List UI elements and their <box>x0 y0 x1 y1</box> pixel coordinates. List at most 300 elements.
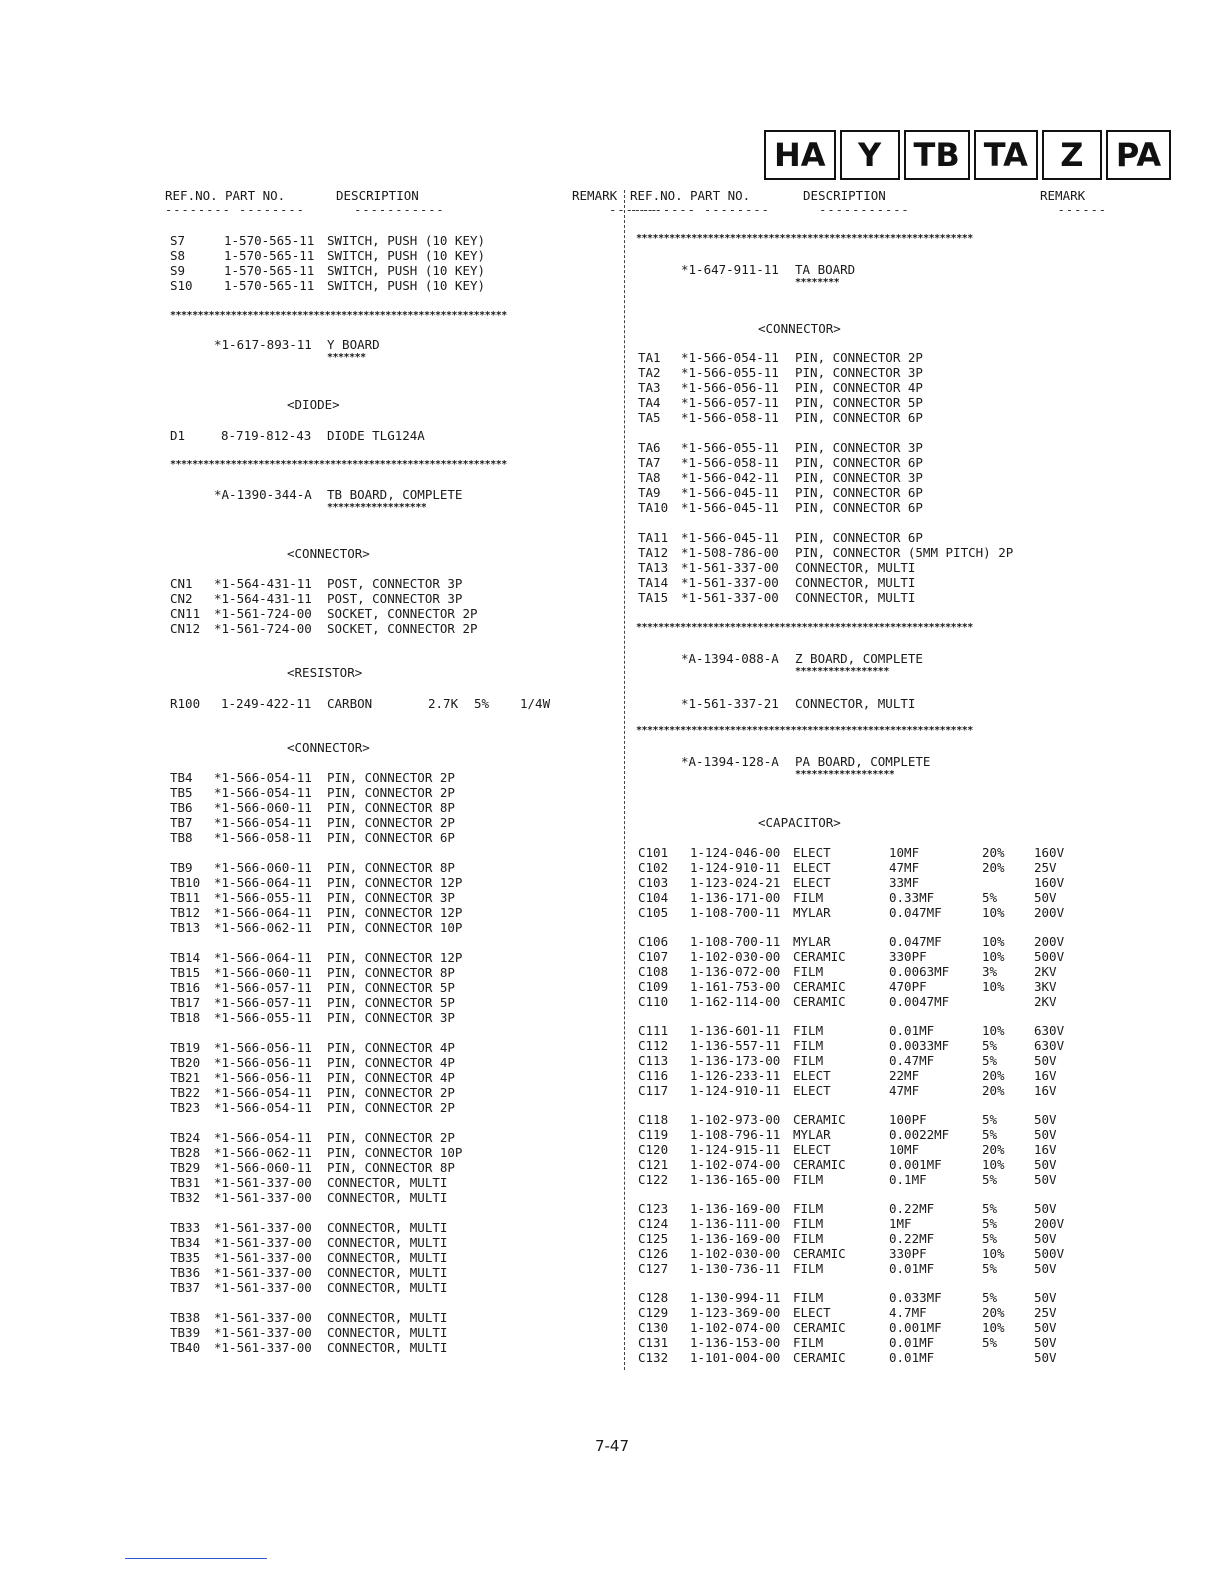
part-no: *1-566-054-11 <box>214 785 312 800</box>
part-no: *1-566-055-11 <box>681 440 779 455</box>
cap-type: FILM <box>793 964 824 979</box>
cap-voltage: 50V <box>1034 1112 1057 1127</box>
footer-rule <box>125 1558 267 1559</box>
ref-no: TA4 <box>638 395 661 410</box>
header-rule-right: -------- -------- ----------- ------ <box>630 203 1108 217</box>
ref-no: CN2 <box>170 591 193 606</box>
part-no: 1-102-973-00 <box>690 1112 781 1127</box>
cap-voltage: 50V <box>1034 1261 1057 1276</box>
diode-desc: DIODE TLG124A <box>327 428 425 443</box>
ref-no: TB19 <box>170 1040 201 1055</box>
cap-voltage: 200V <box>1034 934 1065 949</box>
cap-value: 10MF <box>889 845 920 860</box>
ta-board-part: *1-647-911-11 <box>681 262 779 277</box>
cap-tolerance: 20% <box>982 860 1005 875</box>
cap-tolerance: 5% <box>982 1335 998 1350</box>
connector-heading: <CONNECTOR> <box>287 740 370 755</box>
ref-no: TB32 <box>170 1190 201 1205</box>
cap-tolerance: 5% <box>982 1053 998 1068</box>
ref-no: TB29 <box>170 1160 201 1175</box>
cap-type: MYLAR <box>793 1127 831 1142</box>
cap-tolerance: 10% <box>982 905 1005 920</box>
cap-type: ELECT <box>793 875 831 890</box>
part-no: 1-162-114-00 <box>690 994 781 1009</box>
part-no: 1-136-601-11 <box>690 1023 781 1038</box>
ref-no: C106 <box>638 934 669 949</box>
cap-value: 0.47MF <box>889 1053 935 1068</box>
board-tab-y: Y <box>840 130 900 180</box>
cap-value: 0.0033MF <box>889 1038 950 1053</box>
column-divider <box>624 190 625 1370</box>
cap-value: 0.0022MF <box>889 1127 950 1142</box>
part-no: 1-124-915-11 <box>690 1142 781 1157</box>
cap-tolerance: 20% <box>982 845 1005 860</box>
ref-no: C116 <box>638 1068 669 1083</box>
cap-voltage: 3KV <box>1034 979 1057 994</box>
cap-value: 0.1MF <box>889 1172 927 1187</box>
col-header-desc-right: DESCRIPTION <box>803 188 886 203</box>
cap-voltage: 25V <box>1034 860 1057 875</box>
ref-no: C110 <box>638 994 669 1009</box>
description: PIN, CONNECTOR 2P <box>327 815 455 830</box>
part-no: 1-108-700-11 <box>690 934 781 949</box>
pa-board-title: PA BOARD, COMPLETE <box>795 754 931 769</box>
description: PIN, CONNECTOR 8P <box>327 1160 455 1175</box>
description: PIN, CONNECTOR 2P <box>327 785 455 800</box>
tb-board-title: TB BOARD, COMPLETE <box>327 487 463 502</box>
part-no: 1-136-153-00 <box>690 1335 781 1350</box>
ref-no: TB8 <box>170 830 193 845</box>
cap-voltage: 500V <box>1034 949 1065 964</box>
board-tab-z: Z <box>1042 130 1102 180</box>
part-no: 1-102-030-00 <box>690 949 781 964</box>
pa-board-underline: ****************** <box>795 769 895 780</box>
col-header-part-left: PART NO. <box>225 188 286 203</box>
diode-ref: D1 <box>170 428 186 443</box>
cap-voltage: 50V <box>1034 890 1057 905</box>
cap-voltage: 50V <box>1034 1335 1057 1350</box>
description: SWITCH, PUSH (10 KEY) <box>327 278 486 293</box>
part-no: *1-566-060-11 <box>214 860 312 875</box>
ta-board-underline: ******** <box>795 277 840 288</box>
ref-no: TB37 <box>170 1280 201 1295</box>
cap-voltage: 50V <box>1034 1320 1057 1335</box>
cap-tolerance: 5% <box>982 1127 998 1142</box>
ref-no: TB28 <box>170 1145 201 1160</box>
cap-type: FILM <box>793 1216 824 1231</box>
part-no: *1-566-058-11 <box>681 410 779 425</box>
ref-no: C127 <box>638 1261 669 1276</box>
board-tabs <box>764 130 1171 180</box>
description: CONNECTOR, MULTI <box>327 1190 448 1205</box>
y-board-title: Y BOARD <box>327 337 380 352</box>
ref-no: C129 <box>638 1305 669 1320</box>
board-tab-ta: TA <box>974 130 1038 180</box>
cap-type: MYLAR <box>793 934 831 949</box>
ref-no: TB34 <box>170 1235 201 1250</box>
description: CONNECTOR, MULTI <box>327 1340 448 1355</box>
cap-voltage: 200V <box>1034 905 1065 920</box>
cap-voltage: 16V <box>1034 1083 1057 1098</box>
cap-tolerance: 5% <box>982 1290 998 1305</box>
part-no: *1-561-337-00 <box>214 1175 312 1190</box>
cap-type: ELECT <box>793 1142 831 1157</box>
cap-voltage: 2KV <box>1034 964 1057 979</box>
part-no: *1-566-042-11 <box>681 470 779 485</box>
pa-board-part: *A-1394-128-A <box>681 754 779 769</box>
part-no: 1-101-004-00 <box>690 1350 781 1365</box>
ref-no: TB13 <box>170 920 201 935</box>
ref-no: TB14 <box>170 950 201 965</box>
cap-tolerance: 5% <box>982 1231 998 1246</box>
ref-no: TA5 <box>638 410 661 425</box>
ref-no: CN1 <box>170 576 193 591</box>
description: POST, CONNECTOR 3P <box>327 591 463 606</box>
ref-no: TA1 <box>638 350 661 365</box>
ref-no: TB6 <box>170 800 193 815</box>
cap-tolerance: 10% <box>982 1320 1005 1335</box>
part-no: *1-561-337-00 <box>214 1340 312 1355</box>
part-no: *1-566-045-11 <box>681 500 779 515</box>
ref-no: C126 <box>638 1246 669 1261</box>
ref-no: C118 <box>638 1112 669 1127</box>
cap-voltage: 16V <box>1034 1142 1057 1157</box>
part-no: *1-561-337-00 <box>214 1310 312 1325</box>
separator-stars: ************************************************************* <box>170 310 507 321</box>
ref-no: C130 <box>638 1320 669 1335</box>
description: PIN, CONNECTOR 4P <box>327 1070 455 1085</box>
part-no: *1-566-056-11 <box>214 1040 312 1055</box>
cap-value: 0.01MF <box>889 1023 935 1038</box>
cap-type: CERAMIC <box>793 1112 846 1127</box>
cap-type: FILM <box>793 890 824 905</box>
part-no: 1-136-169-00 <box>690 1201 781 1216</box>
ref-no: CN12 <box>170 621 201 636</box>
cap-voltage: 16V <box>1034 1068 1057 1083</box>
description: PIN, CONNECTOR 6P <box>795 410 923 425</box>
ref-no: TA15 <box>638 590 669 605</box>
ref-no: TA12 <box>638 545 669 560</box>
ref-no: TA2 <box>638 365 661 380</box>
part-no: *1-566-057-11 <box>214 980 312 995</box>
ref-no: TB39 <box>170 1325 201 1340</box>
description: PIN, CONNECTOR 6P <box>795 485 923 500</box>
description: SWITCH, PUSH (10 KEY) <box>327 263 486 278</box>
ref-no: C132 <box>638 1350 669 1365</box>
part-no: 1-570-565-11 <box>224 263 315 278</box>
cap-tolerance: 5% <box>982 1172 998 1187</box>
description: CONNECTOR, MULTI <box>327 1175 448 1190</box>
ref-no: C123 <box>638 1201 669 1216</box>
part-no: *1-561-337-00 <box>214 1250 312 1265</box>
board-tab-ha: HA <box>764 130 836 180</box>
part-no: 1-136-111-00 <box>690 1216 781 1231</box>
separator-stars: ************************************************************* <box>170 459 507 470</box>
part-no: 1-102-074-00 <box>690 1157 781 1172</box>
ref-no: TA13 <box>638 560 669 575</box>
cap-voltage: 50V <box>1034 1157 1057 1172</box>
part-no: *1-566-057-11 <box>681 395 779 410</box>
ref-no: TA6 <box>638 440 661 455</box>
description: PIN, CONNECTOR 4P <box>327 1040 455 1055</box>
part-no: *1-566-055-11 <box>214 1010 312 1025</box>
col-header-remark-left: REMARK <box>572 188 618 203</box>
cap-type: FILM <box>793 1023 824 1038</box>
description: PIN, CONNECTOR 12P <box>327 950 463 965</box>
description: POST, CONNECTOR 3P <box>327 576 463 591</box>
cap-tolerance: 3% <box>982 964 998 979</box>
cap-value: 0.0063MF <box>889 964 950 979</box>
cap-value: 0.22MF <box>889 1231 935 1246</box>
part-no: 1-136-169-00 <box>690 1231 781 1246</box>
connector-heading: <CONNECTOR> <box>758 321 841 336</box>
part-no: 1-161-753-00 <box>690 979 781 994</box>
ref-no: C111 <box>638 1023 669 1038</box>
cap-tolerance: 5% <box>982 890 998 905</box>
cap-voltage: 50V <box>1034 1172 1057 1187</box>
col-header-remark-right: REMARK <box>1040 188 1086 203</box>
part-no: 1-108-796-11 <box>690 1127 781 1142</box>
description: PIN, CONNECTOR 8P <box>327 860 455 875</box>
ref-no: C128 <box>638 1290 669 1305</box>
description: PIN, CONNECTOR 2P <box>327 1085 455 1100</box>
part-no: 1-102-074-00 <box>690 1320 781 1335</box>
cap-value: 0.047MF <box>889 905 942 920</box>
ref-no: TB4 <box>170 770 193 785</box>
cap-value: 0.01MF <box>889 1261 935 1276</box>
ref-no: TB36 <box>170 1265 201 1280</box>
description: CONNECTOR, MULTI <box>327 1235 448 1250</box>
cap-tolerance: 10% <box>982 979 1005 994</box>
ref-no: TB22 <box>170 1085 201 1100</box>
ref-no: C107 <box>638 949 669 964</box>
part-no: *1-566-058-11 <box>681 455 779 470</box>
ref-no: TB15 <box>170 965 201 980</box>
cap-value: 33MF <box>889 875 920 890</box>
part-no: *1-566-054-11 <box>214 815 312 830</box>
cap-type: CERAMIC <box>793 994 846 1009</box>
cap-value: 0.01MF <box>889 1350 935 1365</box>
description: PIN, CONNECTOR 4P <box>327 1055 455 1070</box>
description: CONNECTOR, MULTI <box>327 1310 448 1325</box>
z-board-title: Z BOARD, COMPLETE <box>795 651 923 666</box>
cap-type: ELECT <box>793 845 831 860</box>
part-no: *1-566-056-11 <box>214 1055 312 1070</box>
description: PIN, CONNECTOR 2P <box>327 770 455 785</box>
part-no: *1-566-054-11 <box>214 770 312 785</box>
ref-no: S10 <box>170 278 193 293</box>
cap-value: 1MF <box>889 1216 912 1231</box>
part-no: *1-566-045-11 <box>681 530 779 545</box>
ref-no: C131 <box>638 1335 669 1350</box>
part-no: *1-561-337-00 <box>681 575 779 590</box>
ref-no: TB9 <box>170 860 193 875</box>
part-no: 1-136-557-11 <box>690 1038 781 1053</box>
separator-stars: ************************************************************* <box>636 233 973 244</box>
cap-tolerance: 20% <box>982 1068 1005 1083</box>
part-no: *1-566-058-11 <box>214 830 312 845</box>
cap-type: CERAMIC <box>793 979 846 994</box>
cap-value: 0.0047MF <box>889 994 950 1009</box>
description: PIN, CONNECTOR 12P <box>327 905 463 920</box>
ref-no: TB21 <box>170 1070 201 1085</box>
part-no: 1-102-030-00 <box>690 1246 781 1261</box>
part-no: *1-566-060-11 <box>214 1160 312 1175</box>
cap-value: 47MF <box>889 860 920 875</box>
ref-no: C101 <box>638 845 669 860</box>
part-no: 1-136-072-00 <box>690 964 781 979</box>
part-no: 1-570-565-11 <box>224 248 315 263</box>
part-no: *1-566-055-11 <box>681 365 779 380</box>
cap-value: 100PF <box>889 1112 927 1127</box>
cap-value: 0.01MF <box>889 1335 935 1350</box>
cap-tolerance: 5% <box>982 1201 998 1216</box>
ref-no: TA11 <box>638 530 669 545</box>
resistor-type: CARBON <box>327 696 373 711</box>
ref-no: TB12 <box>170 905 201 920</box>
description: PIN, CONNECTOR 5P <box>327 980 455 995</box>
part-no: *1-566-054-11 <box>681 350 779 365</box>
ref-no: C121 <box>638 1157 669 1172</box>
cap-tolerance: 10% <box>982 1157 1005 1172</box>
part-no: *1-561-724-00 <box>214 606 312 621</box>
cap-voltage: 50V <box>1034 1201 1057 1216</box>
board-tab-pa: PA <box>1106 130 1171 180</box>
description: PIN, CONNECTOR 5P <box>795 395 923 410</box>
ref-no: C108 <box>638 964 669 979</box>
cap-voltage: 160V <box>1034 875 1065 890</box>
ref-no: C109 <box>638 979 669 994</box>
part-no: 1-123-024-21 <box>690 875 781 890</box>
part-no: *1-566-054-11 <box>214 1085 312 1100</box>
description: PIN, CONNECTOR 3P <box>327 890 455 905</box>
ref-no: TB24 <box>170 1130 201 1145</box>
part-no: 1-130-736-11 <box>690 1261 781 1276</box>
cap-type: CERAMIC <box>793 1350 846 1365</box>
capacitor-heading: <CAPACITOR> <box>758 815 841 830</box>
cap-voltage: 500V <box>1034 1246 1065 1261</box>
part-no: *1-566-062-11 <box>214 920 312 935</box>
cap-tolerance: 10% <box>982 1246 1005 1261</box>
cap-type: FILM <box>793 1038 824 1053</box>
cap-voltage: 50V <box>1034 1127 1057 1142</box>
part-no: 1-126-233-11 <box>690 1068 781 1083</box>
part-no: 1-124-910-11 <box>690 860 781 875</box>
ref-no: TA14 <box>638 575 669 590</box>
ref-no: C124 <box>638 1216 669 1231</box>
ref-no: S7 <box>170 233 186 248</box>
part-no: *1-566-056-11 <box>214 1070 312 1085</box>
cap-tolerance: 10% <box>982 1023 1005 1038</box>
description: SOCKET, CONNECTOR 2P <box>327 621 478 636</box>
description: PIN, CONNECTOR 10P <box>327 1145 463 1160</box>
ta-board-title: TA BOARD <box>795 262 856 277</box>
part-no: *1-561-337-00 <box>214 1265 312 1280</box>
z-connector-desc: CONNECTOR, MULTI <box>795 696 916 711</box>
part-no: *1-561-724-00 <box>214 621 312 636</box>
part-no: *1-561-337-00 <box>214 1325 312 1340</box>
cap-tolerance: 10% <box>982 934 1005 949</box>
cap-tolerance: 10% <box>982 949 1005 964</box>
ref-no: TB16 <box>170 980 201 995</box>
cap-type: CERAMIC <box>793 949 846 964</box>
board-tab-tb: TB <box>904 130 970 180</box>
cap-tolerance: 5% <box>982 1112 998 1127</box>
cap-value: 0.001MF <box>889 1157 942 1172</box>
ref-no: TB18 <box>170 1010 201 1025</box>
part-no: *1-566-060-11 <box>214 800 312 815</box>
col-header-part-right: PART NO. <box>690 188 751 203</box>
description: PIN, CONNECTOR 8P <box>327 800 455 815</box>
description: PIN, CONNECTOR 3P <box>327 1010 455 1025</box>
resistor-power: 1/4W <box>520 696 551 711</box>
description: PIN, CONNECTOR 2P <box>795 350 923 365</box>
cap-type: FILM <box>793 1231 824 1246</box>
ref-no: C104 <box>638 890 669 905</box>
cap-value: 330PF <box>889 1246 927 1261</box>
col-header-ref-right: REF.NO. <box>630 188 683 203</box>
diode-part: 8-719-812-43 <box>221 428 312 443</box>
description: PIN, CONNECTOR 5P <box>327 995 455 1010</box>
cap-value: 330PF <box>889 949 927 964</box>
cap-tolerance: 5% <box>982 1038 998 1053</box>
ref-no: TB40 <box>170 1340 201 1355</box>
cap-voltage: 50V <box>1034 1290 1057 1305</box>
part-no: *1-566-062-11 <box>214 1145 312 1160</box>
ref-no: C112 <box>638 1038 669 1053</box>
cap-value: 0.033MF <box>889 1290 942 1305</box>
z-board-underline: ***************** <box>795 666 889 677</box>
cap-value: 0.001MF <box>889 1320 942 1335</box>
cap-voltage: 630V <box>1034 1023 1065 1038</box>
part-no: *1-561-337-00 <box>681 590 779 605</box>
description: PIN, CONNECTOR 6P <box>327 830 455 845</box>
part-no: *1-561-337-00 <box>214 1235 312 1250</box>
cap-value: 22MF <box>889 1068 920 1083</box>
description: PIN, CONNECTOR 12P <box>327 875 463 890</box>
cap-type: MYLAR <box>793 905 831 920</box>
ref-no: TB17 <box>170 995 201 1010</box>
part-no: *1-566-054-11 <box>214 1100 312 1115</box>
cap-value: 0.047MF <box>889 934 942 949</box>
description: PIN, CONNECTOR (5MM PITCH) 2P <box>795 545 1014 560</box>
part-no: 1-570-565-11 <box>224 278 315 293</box>
part-no: 1-108-700-11 <box>690 905 781 920</box>
part-no: 1-136-165-00 <box>690 1172 781 1187</box>
cap-type: FILM <box>793 1261 824 1276</box>
description: SOCKET, CONNECTOR 2P <box>327 606 478 621</box>
ref-no: C119 <box>638 1127 669 1142</box>
ref-no: TA7 <box>638 455 661 470</box>
resistor-value: 2.7K <box>428 696 459 711</box>
diode-heading: <DIODE> <box>287 397 340 412</box>
ref-no: TB38 <box>170 1310 201 1325</box>
description: PIN, CONNECTOR 3P <box>795 440 923 455</box>
ref-no: C117 <box>638 1083 669 1098</box>
description: PIN, CONNECTOR 2P <box>327 1130 455 1145</box>
description: CONNECTOR, MULTI <box>795 560 916 575</box>
separator-stars: ************************************************************* <box>636 622 973 633</box>
part-no: 1-130-994-11 <box>690 1290 781 1305</box>
ref-no: TB10 <box>170 875 201 890</box>
y-board-part: *1-617-893-11 <box>214 337 312 352</box>
cap-voltage: 50V <box>1034 1350 1057 1365</box>
resistor-heading: <RESISTOR> <box>287 665 363 680</box>
part-no: *1-561-337-00 <box>681 560 779 575</box>
ref-no: S9 <box>170 263 186 278</box>
part-no: *1-564-431-11 <box>214 591 312 606</box>
description: PIN, CONNECTOR 8P <box>327 965 455 980</box>
